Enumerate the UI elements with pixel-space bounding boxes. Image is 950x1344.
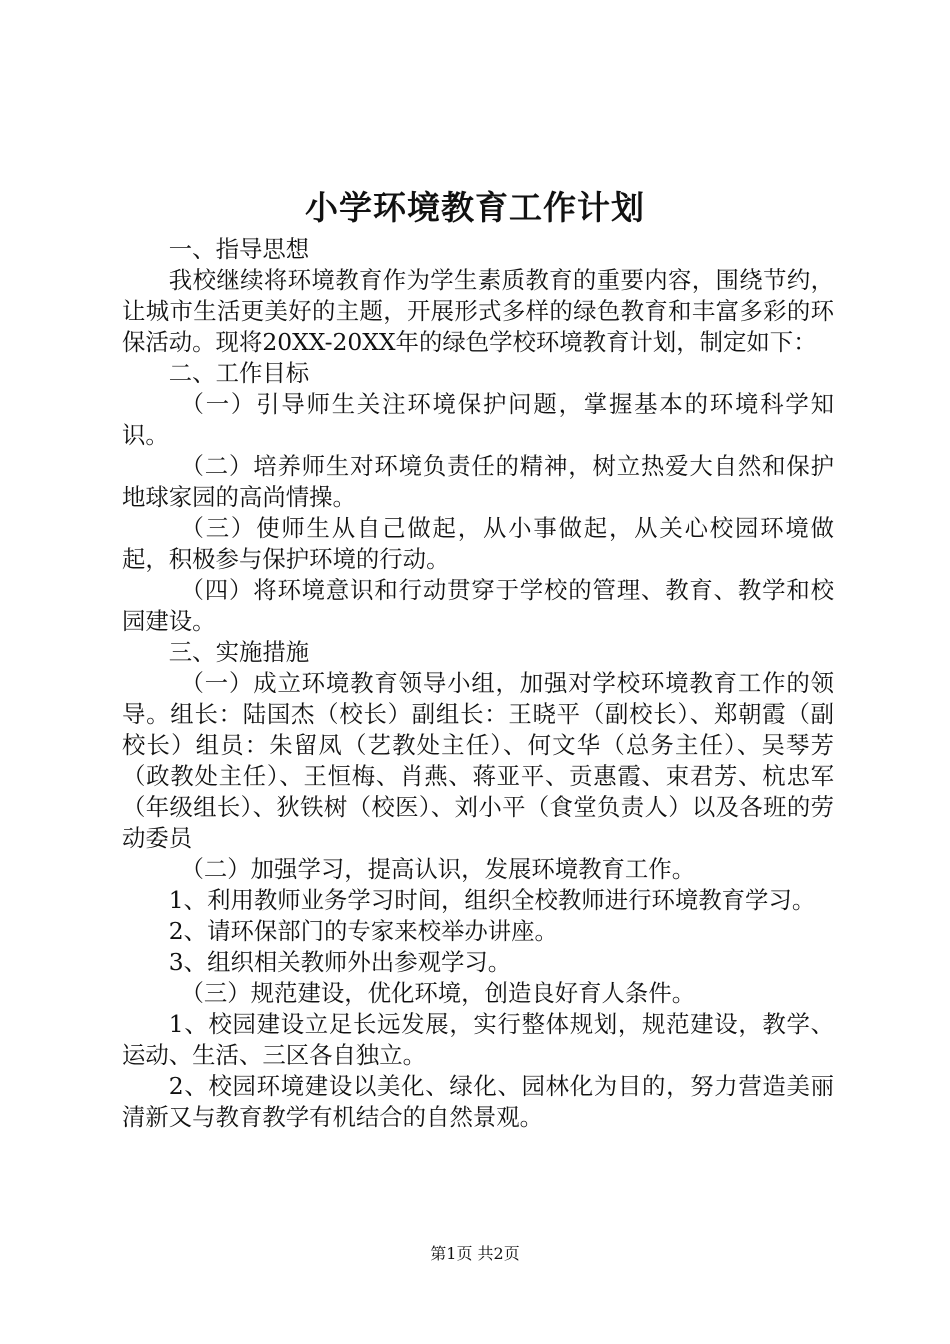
measure-3-subitem-2: 2、校园环境建设以美化、绿化、园林化为目的，努力营造美丽清新又与教育教学有机结合的自然景观。 — [122, 1072, 834, 1131]
paragraph-intro: 我校继续将环境教育作为学生素质教育的重要内容，围绕节约，让城市生活更美好的主题，开展形式多样的绿色教育和丰富多彩的环保活动。现将20XX-20XX年的绿色学校环境教育计划，制定如下： — [122, 266, 834, 356]
goal-item-3: （三）使师生从自己做起，从小事做起，从关心校园环境做起，积极参与保护环境的行动。 — [122, 514, 834, 573]
measure-2-subitem-1: 1、利用教师业务学习时间，组织全校教师进行环境教育学习。 — [168, 886, 816, 914]
measure-item-3: （三）规范建设，优化环境，创造良好育人条件。 — [180, 979, 696, 1007]
page-footer: 第1页 共2页 — [430, 1244, 520, 1263]
goal-item-1: （一）引导师生关注环境保护问题，掌握基本的环境科学知识。 — [122, 390, 834, 449]
measure-item-1: （一）成立环境教育领导小组，加强对学校环境教育工作的领导。组长：陆国杰（校长）副组长：王晓平（副校长）、郑朝霞（副校长）组员：朱留凤（艺教处主任）、何文华（总务主任）、吴琴芳（政教处主任）、王恒梅、肖燕、蒋亚平、贡惠霞、束君芳、杭忠军（年级组长）、狄铁树（校医）、刘小平（食堂负责人）以及各班的劳动委员 — [122, 669, 834, 852]
document-body — [122, 234, 834, 1133]
measure-item-2: （二）加强学习，提高认识，发展环境教育工作。 — [180, 855, 696, 883]
measure-2-subitem-3: 3、组织相关教师外出参观学习。 — [168, 948, 512, 976]
page-title: 小学环境教育工作计划 — [305, 188, 645, 227]
measure-2-subitem-2: 2、请环保部门的专家来校举办讲座。 — [168, 917, 558, 945]
measure-3-subitem-1: 1、校园建设立足长远发展，实行整体规划，规范建设，教学、运动、生活、三区各自独立。 — [122, 1010, 834, 1069]
section-heading-work-goals: 二、工作目标 — [168, 359, 310, 387]
section-heading-measures: 三、实施措施 — [168, 638, 310, 666]
section-heading-guiding-ideology: 一、指导思想 — [168, 235, 310, 263]
goal-item-4: （四）将环境意识和行动贯穿于学校的管理、教育、教学和校园建设。 — [122, 576, 834, 635]
goal-item-2: （二）培养师生对环境负责任的精神，树立热爱大自然和保护地球家园的高尚情操。 — [122, 452, 834, 511]
